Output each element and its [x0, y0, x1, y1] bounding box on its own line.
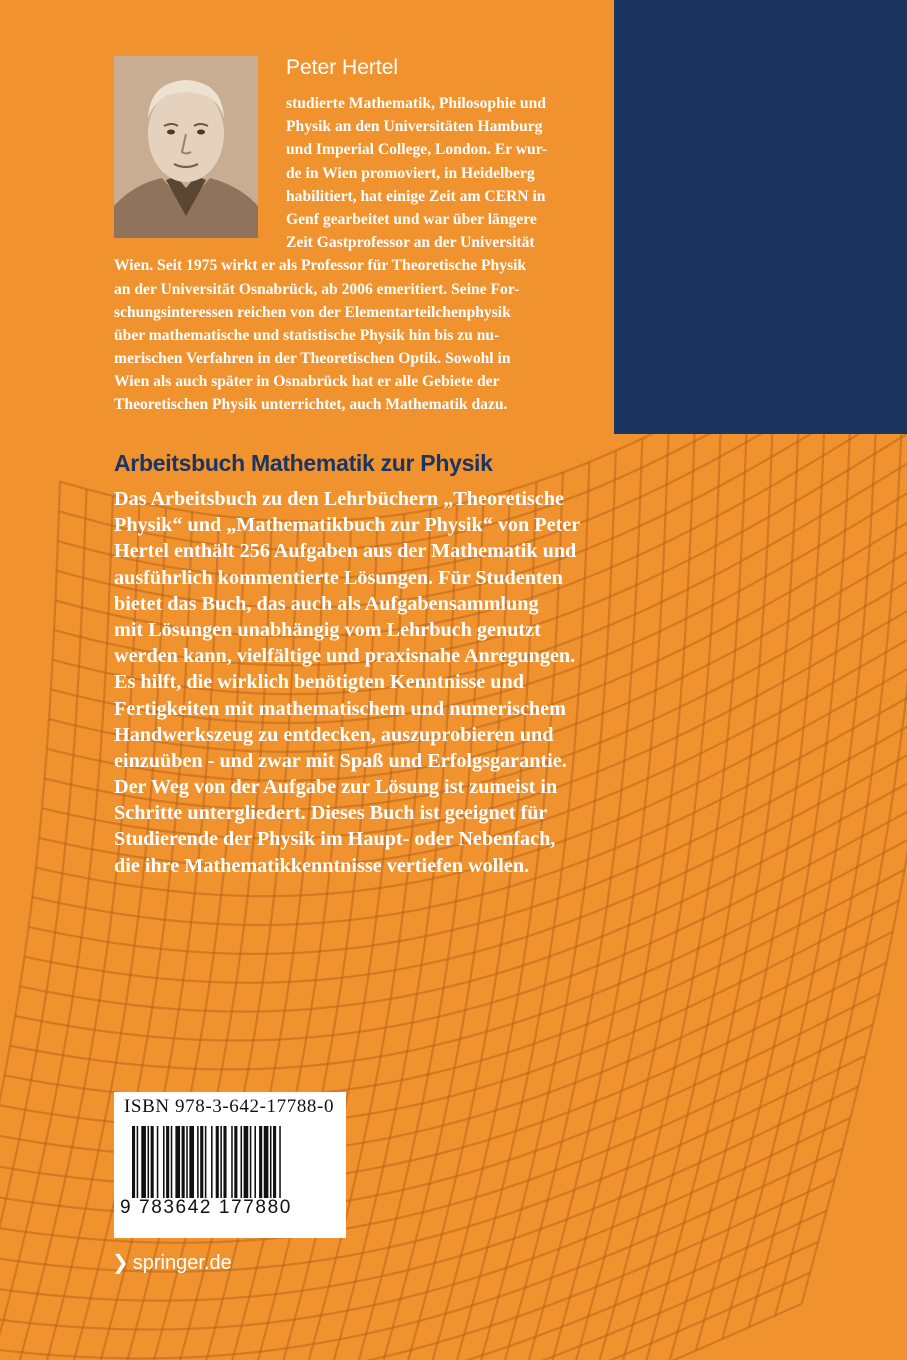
isbn-barcode	[114, 1092, 346, 1238]
description-line: Das Arbeitsbuch zu den Lehrbüchern „Theoretische	[114, 488, 564, 510]
bio-line: schungsinteressen reichen von der Elementarteilchenphysik	[114, 303, 511, 321]
barcode-bar	[186, 1126, 188, 1198]
barcode-bar	[141, 1126, 146, 1198]
barcode-bar	[163, 1126, 165, 1198]
bio-line: und Imperial College, London. Er wur-	[286, 141, 548, 159]
chevron-right-icon: ❯	[112, 1252, 129, 1274]
description-line: Studierende der Physik im Haupt- oder Nebenfach,	[114, 828, 556, 851]
description-line: bietet das Buch, das auch als Aufgabensammlung	[114, 592, 539, 615]
barcode-bar	[205, 1126, 207, 1198]
barcode-bar	[241, 1126, 243, 1198]
barcode-bar	[250, 1126, 252, 1198]
barcode-bar	[234, 1126, 237, 1198]
barcode-bar	[264, 1126, 269, 1198]
barcode-bar	[166, 1126, 169, 1198]
publisher-url: springer.de	[132, 1252, 232, 1274]
barcode-bar	[197, 1126, 199, 1198]
description-line: werden kann, vielfältige und praxisnahe Anregungen.	[114, 645, 576, 668]
bio-line: an der Universität Osnabrück, ab 2006 emeritiert. Seine For-	[114, 280, 520, 298]
bio-line: über mathematische und statistische Physik hin bis zu nu-	[114, 326, 500, 344]
barcode-bar	[157, 1126, 159, 1198]
barcode-bar	[189, 1126, 194, 1198]
description-line: Schritte untergliedert. Dieses Buch ist geeignet für	[114, 802, 548, 825]
bio-line: Wien. Seit 1975 wirkt er als Professor für Theoretische Physik	[114, 257, 527, 275]
isbn-label: ISBN 978-3-642-17788-0	[124, 1096, 335, 1117]
bio-line: habilitiert, hat einige Zeit am CERN in	[286, 187, 546, 205]
barcode-bar	[223, 1126, 226, 1198]
barcode-bar	[220, 1126, 222, 1198]
barcode-bar	[211, 1126, 213, 1198]
barcode-bar	[148, 1126, 150, 1198]
book-title: Arbeitsbuch Mathematik zur Physik	[114, 450, 493, 476]
barcode-bar	[216, 1126, 219, 1198]
description-line: einzuüben - und zwar mit Spaß und Erfolgsgarantie.	[114, 749, 567, 772]
author-name: Peter Hertel	[286, 56, 399, 79]
barcode-bar	[244, 1126, 249, 1198]
barcode-bar	[279, 1126, 281, 1198]
barcode-bar	[200, 1126, 203, 1198]
barcode-bar	[175, 1126, 180, 1198]
author-bio	[114, 92, 589, 417]
publisher-link[interactable]	[112, 1250, 232, 1275]
barcode-bar	[151, 1126, 154, 1198]
bio-line: Zeit Gastprofessor an der Universität	[286, 234, 535, 252]
barcode-digits: 9 783642 177880	[120, 1197, 292, 1218]
description-line: Handwerkszeug zu entdecken, auszuprobieren und	[114, 723, 554, 746]
description-line: Der Weg von der Aufgabe zur Lösung ist zumeist in	[114, 776, 558, 799]
barcode-bar	[231, 1126, 233, 1198]
barcode-bar	[132, 1126, 135, 1198]
bio-line: de in Wien promoviert, in Heidelberg	[286, 164, 535, 182]
barcode-bar	[171, 1126, 173, 1198]
blue-panel	[614, 0, 907, 434]
description-line: Fertigkeiten mit mathematischem und numerischem	[114, 697, 566, 720]
book-description	[114, 486, 634, 879]
description-line: Es hilft, die wirklich benötigten Kenntnisse und	[114, 671, 524, 694]
barcode-bar	[273, 1126, 276, 1198]
grid-line	[0, 482, 60, 1360]
barcode-bar	[270, 1126, 272, 1198]
barcode-bar	[137, 1126, 139, 1198]
bio-line: merischen Verfahren in der Theoretischen Optik. Sowohl in	[114, 350, 511, 368]
bio-line: Physik an den Universitäten Hamburg	[286, 118, 543, 136]
bio-line: Wien als auch später in Osnabrück hat er alle Gebiete der	[114, 373, 500, 391]
description-line: Physik“ und „Mathematikbuch zur Physik“ von Peter	[114, 514, 581, 537]
barcode-bar	[254, 1126, 256, 1198]
description-line: Hertel enthält 256 Aufgaben aus der Mathematik und	[114, 540, 577, 563]
bio-line: studierte Mathematik, Philosophie und	[286, 95, 546, 112]
description-line: ausführlich kommentierte Lösungen. Für Studenten	[114, 566, 563, 589]
bio-line: Genf gearbeitet und war über längere	[286, 210, 537, 228]
barcode-bar	[259, 1126, 262, 1198]
barcode-bar	[182, 1126, 185, 1198]
description-line: mit Lösungen unabhängig vom Lehrbuch genutzt	[114, 618, 541, 641]
description-line: die ihre Mathematikkenntnisse vertiefen wollen.	[114, 854, 530, 877]
barcode-bars	[132, 1126, 328, 1202]
bio-line: Theoretischen Physik unterrichtet, auch Mathematik dazu.	[114, 396, 508, 414]
